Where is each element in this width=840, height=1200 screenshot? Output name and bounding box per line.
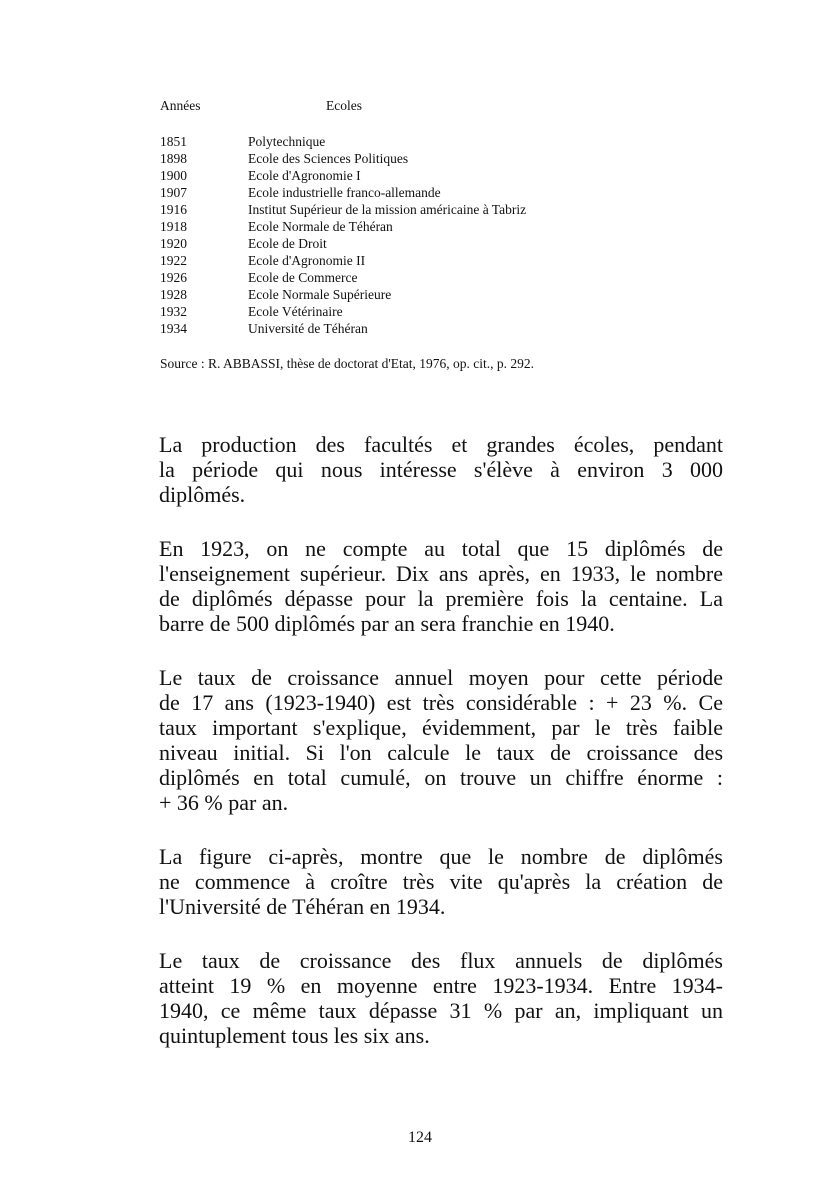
table-row (160, 252, 680, 269)
table-row (160, 167, 680, 184)
table-row (160, 133, 680, 150)
table-source-note: Source : R. ABBASSI, thèse de doctorat d'Etat, 1976, op. cit., p. 292. (160, 356, 535, 371)
table-body (160, 133, 680, 337)
row-school: Ecole de Droit (248, 236, 327, 251)
row-school: Institut Supérieur de la mission américaine à Tabriz (248, 202, 527, 217)
text-line: barre de 500 diplômés par an sera franchie en 1940. (159, 611, 615, 636)
row-school: Ecole Vétérinaire (248, 304, 343, 319)
text-line: ne commence à croître très vite qu'après la création de (159, 869, 723, 894)
body-text (159, 432, 723, 1077)
row-school: Ecole industrielle franco-allemande (248, 185, 441, 200)
text-line: quintuplement tous les six ans. (159, 1023, 430, 1048)
row-year: 1926 (160, 270, 187, 285)
row-school: Ecole Normale de Téhéran (248, 219, 393, 234)
schools-table (160, 97, 680, 337)
row-year: 1920 (160, 236, 187, 251)
row-year: 1934 (160, 321, 187, 336)
header-school: Ecoles (326, 98, 362, 113)
text-line: Le taux de croissance des flux annuels de diplômés (159, 948, 723, 973)
table-row (160, 303, 680, 320)
row-year: 1898 (160, 151, 187, 166)
table-row (160, 184, 680, 201)
row-school: Université de Téhéran (248, 321, 368, 336)
text-line: la période qui nous intéresse s'élève à environ 3 000 (159, 457, 723, 482)
table-row (160, 150, 680, 167)
text-line: l'enseignement supérieur. Dix ans après, en 1933, le nombre (159, 561, 723, 586)
text-line: de diplômés dépasse pour la première fois la centaine. La (159, 586, 723, 611)
text-line: atteint 19 % en moyenne entre 1923-1934. Entre 1934- (159, 973, 723, 998)
text-line: En 1923, on ne compte au total que 15 diplômés de (159, 536, 723, 561)
row-school: Ecole des Sciences Politiques (248, 151, 409, 166)
paragraph (159, 948, 723, 1048)
text-line: niveau initial. Si l'on calcule le taux de croissance des (159, 740, 723, 765)
text-line: La figure ci-après, montre que le nombre de diplômés (159, 844, 723, 869)
header-year: Années (160, 98, 201, 113)
row-year: 1918 (160, 219, 187, 234)
row-year: 1922 (160, 253, 187, 268)
text-line: + 36 % par an. (159, 790, 289, 815)
paragraph (159, 536, 723, 636)
text-line: Le taux de croissance annuel moyen pour cette période (159, 665, 723, 690)
table-row (160, 218, 680, 235)
paragraph (159, 665, 723, 815)
table-row (160, 201, 680, 218)
table-header (160, 97, 680, 117)
row-year: 1916 (160, 202, 187, 217)
text-line: de 17 ans (1923-1940) est très considérable : + 23 %. Ce (159, 690, 723, 715)
paragraph (159, 844, 723, 919)
text-line: taux important s'explique, évidemment, par le très faible (159, 715, 723, 740)
text-line: diplômés en total cumulé, on trouve un chiffre énorme : (159, 765, 723, 790)
text-line: l'Université de Téhéran en 1934. (159, 894, 446, 919)
table-row (160, 320, 680, 337)
table-row (160, 286, 680, 303)
row-school: Ecole de Commerce (248, 270, 358, 285)
row-year: 1851 (160, 134, 187, 149)
row-school: Ecole d'Agronomie I (248, 168, 361, 183)
row-school: Ecole d'Agronomie II (248, 253, 366, 268)
row-year: 1928 (160, 287, 187, 302)
paragraph (159, 432, 723, 507)
table-row (160, 269, 680, 286)
text-line: diplômés. (159, 482, 246, 507)
row-year: 1907 (160, 185, 187, 200)
page-number: 124 (408, 1129, 432, 1146)
row-year: 1932 (160, 304, 187, 319)
row-school: Polytechnique (248, 134, 326, 149)
table-row (160, 235, 680, 252)
row-school: Ecole Normale Supérieure (248, 287, 392, 302)
text-line: La production des facultés et grandes écoles, pendant (159, 432, 723, 457)
text-line: 1940, ce même taux dépasse 31 % par an, impliquant un (159, 998, 723, 1023)
row-year: 1900 (160, 168, 187, 183)
